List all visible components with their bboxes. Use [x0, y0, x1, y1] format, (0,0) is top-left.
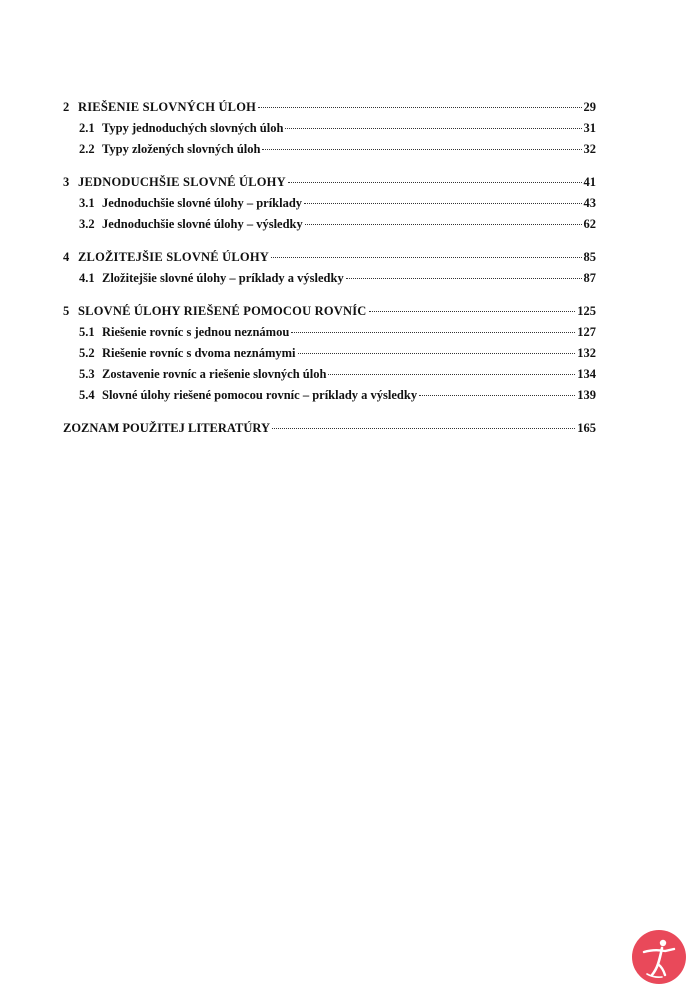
- toc-section-title: Zložitejšie slovné úlohy – príklady a výsledky: [102, 271, 344, 285]
- toc-section-entry[interactable]: [63, 271, 596, 292]
- toc-page-number: 87: [583, 271, 596, 285]
- toc-section-entry[interactable]: [63, 367, 596, 388]
- toc-page-number: 31: [583, 121, 596, 135]
- toc-page-number: 85: [583, 250, 596, 264]
- toc-chapter-entry[interactable]: [63, 304, 596, 325]
- toc-page-number: 43: [583, 196, 596, 210]
- toc-chapter-entry[interactable]: [63, 175, 596, 196]
- toc-chapter-title: JEDNODUCHŠIE SLOVNÉ ÚLOHY: [78, 175, 286, 189]
- toc-section-entry[interactable]: [63, 217, 596, 238]
- toc-chapter-entry[interactable]: [63, 100, 596, 121]
- toc-section-entry[interactable]: [63, 196, 596, 217]
- toc-page-number: 165: [577, 421, 596, 435]
- toc-chapter-number: 4: [63, 250, 70, 264]
- toc-spacer: [63, 238, 596, 250]
- figure-logo-icon: [632, 930, 686, 984]
- toc-section-entry[interactable]: [63, 142, 596, 163]
- toc-section-number: 2.2: [79, 142, 95, 156]
- toc-chapter-number: 3: [63, 175, 70, 189]
- dot-leader: [262, 148, 581, 150]
- dot-leader: [288, 181, 582, 183]
- toc-page-number: 29: [583, 100, 596, 114]
- toc-references-title: ZOZNAM POUŽITEJ LITERATÚRY: [63, 421, 270, 435]
- toc-section-number: 5.2: [79, 346, 95, 360]
- dot-leader: [271, 256, 582, 258]
- dot-leader: [346, 277, 582, 279]
- table-of-contents: [63, 100, 596, 442]
- toc-references-entry[interactable]: [63, 421, 596, 442]
- toc-section-title: Slovné úlohy riešené pomocou rovníc – príklady a výsledky: [102, 388, 418, 402]
- dot-leader: [258, 106, 581, 108]
- toc-chapter-title: ZLOŽITEJŠIE SLOVNÉ ÚLOHY: [78, 250, 269, 264]
- toc-section-number: 5.1: [79, 325, 95, 339]
- toc-section-number: 4.1: [79, 271, 95, 285]
- toc-section-entry[interactable]: [63, 388, 596, 409]
- dot-leader: [272, 427, 575, 429]
- dot-leader: [369, 310, 576, 312]
- toc-section-title: Typy jednoduchých slovných úloh: [102, 121, 284, 135]
- toc-section-title: Zostavenie rovníc a riešenie slovných úloh: [102, 367, 327, 381]
- toc-section-number: 2.1: [79, 121, 95, 135]
- toc-page-number: 125: [577, 304, 596, 318]
- toc-chapter-number: 5: [63, 304, 70, 318]
- toc-page-number: 139: [577, 388, 596, 402]
- toc-section-number: 5.3: [79, 367, 95, 381]
- toc-section-title: Jednoduchšie slovné úlohy – výsledky: [102, 217, 303, 231]
- toc-section-number: 3.1: [79, 196, 95, 210]
- toc-chapter-title: SLOVNÉ ÚLOHY RIEŠENÉ POMOCOU ROVNÍC: [78, 304, 367, 318]
- toc-section-title: Riešenie rovníc s jednou neznámou: [102, 325, 290, 339]
- dot-leader: [419, 394, 575, 396]
- toc-spacer: [63, 163, 596, 175]
- dot-leader: [328, 373, 575, 375]
- toc-spacer: [63, 409, 596, 421]
- toc-page-number: 41: [583, 175, 596, 189]
- dot-leader: [304, 202, 581, 204]
- toc-page-number: 134: [577, 367, 596, 381]
- toc-spacer: [63, 292, 596, 304]
- dot-leader: [291, 331, 575, 333]
- toc-section-number: 5.4: [79, 388, 95, 402]
- toc-page-number: 127: [577, 325, 596, 339]
- dot-leader: [298, 352, 576, 354]
- toc-chapter-entry[interactable]: [63, 250, 596, 271]
- toc-section-title: Riešenie rovníc s dvoma neznámymi: [102, 346, 296, 360]
- toc-section-entry[interactable]: [63, 325, 596, 346]
- toc-chapter-title: RIEŠENIE SLOVNÝCH ÚLOH: [78, 100, 257, 114]
- dot-leader: [285, 127, 581, 129]
- dot-leader: [305, 223, 582, 225]
- toc-section-entry[interactable]: [63, 346, 596, 367]
- toc-section-title: Typy zložených slovných úloh: [102, 142, 261, 156]
- toc-section-entry[interactable]: [63, 121, 596, 142]
- toc-section-number: 3.2: [79, 217, 95, 231]
- toc-chapter-number: 2: [63, 100, 70, 114]
- toc-page-number: 132: [577, 346, 596, 360]
- toc-page-number: 62: [583, 217, 596, 231]
- toc-section-title: Jednoduchšie slovné úlohy – príklady: [102, 196, 303, 210]
- toc-page-number: 32: [583, 142, 596, 156]
